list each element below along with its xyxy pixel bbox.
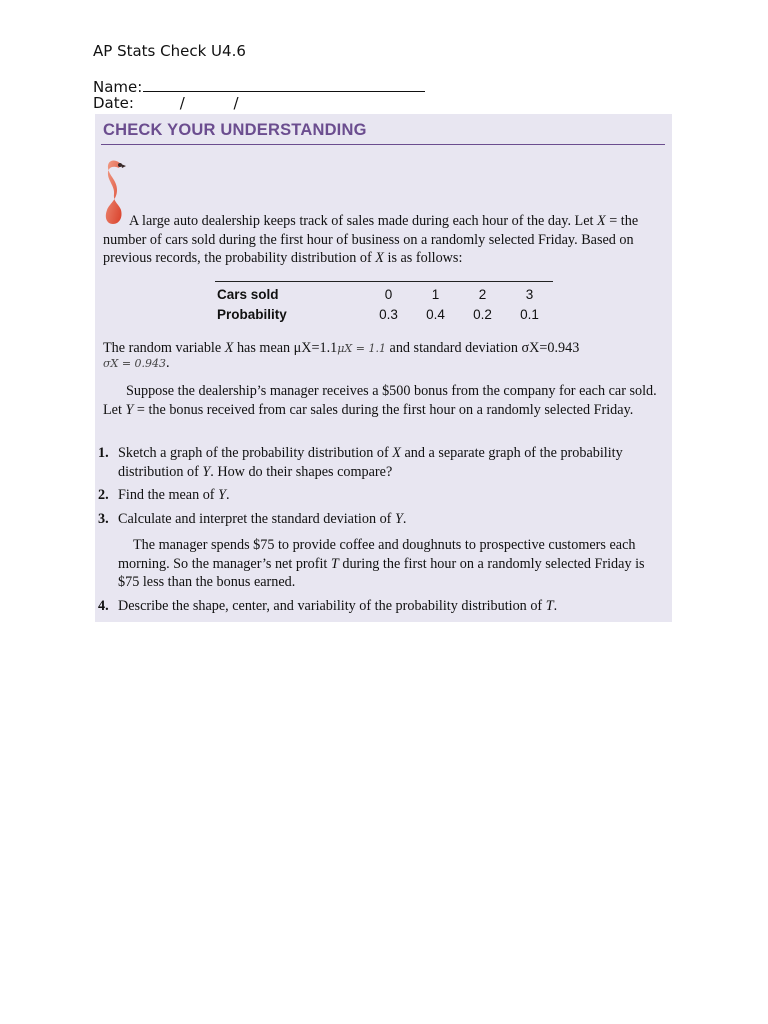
document-title: AP Stats Check U4.6 [93, 42, 246, 60]
row-header-cars-sold: Cars sold [217, 286, 279, 302]
mean-formula-image: μX = 1.1 [337, 342, 386, 355]
table-cell: 0 [384, 286, 393, 302]
title-divider [101, 144, 665, 145]
question-number: 3. [98, 511, 109, 527]
table-cell: 0.4 [426, 306, 445, 322]
question-number: 4. [98, 598, 109, 614]
question-text: Sketch a graph of the probability distribution of X and a separate graph of the probability distribution of Y. How do their shapes compare? [118, 445, 623, 480]
probability-distribution-table [215, 281, 553, 324]
date-field-row [93, 94, 239, 112]
name-blank-line[interactable] [143, 77, 425, 92]
question-number: 2. [98, 487, 109, 503]
question-text: Find the mean of Y. [118, 487, 230, 503]
intro-paragraph: A large auto dealership keeps track of sales made during each hour of the day. Let X = the number of cars sold during the first hour of business on a randomly selected Friday. Based on previous records, the probability distribution of X is as follows: [103, 213, 639, 266]
table-row [215, 282, 553, 305]
question-number: 1. [98, 445, 109, 461]
date-separator: / [179, 94, 185, 112]
sigma-formula-image: σX = 0.943 [103, 357, 167, 370]
table-cell: 1 [431, 286, 440, 302]
sigma-formula-line: σX = 0.943. [103, 355, 170, 371]
table-cell: 0.2 [473, 306, 492, 322]
date-label: Date: [93, 94, 134, 112]
row-header-probability: Probability [217, 306, 287, 322]
table-cell: 2 [478, 286, 487, 302]
panel-title: CHECK YOUR UNDERSTANDING [103, 121, 367, 139]
check-your-understanding-panel [95, 114, 672, 622]
mean-statement: The random variable X has mean μX=1.1μX = 1.1 and standard deviation σX=0.943 [103, 340, 580, 356]
table-cell: 3 [525, 286, 534, 302]
table-row [215, 304, 553, 324]
date-separator: / [233, 94, 239, 112]
table-cell: 0.3 [379, 306, 398, 322]
net-profit-paragraph: The manager spends $75 to provide coffee and doughnuts to prospective customers each morning. So the manager’s net profit T during the first hour on a randomly selected Friday is $75 less than the bonus earned. [118, 537, 645, 590]
table-cell: 0.1 [520, 306, 539, 322]
name-label: Name: [93, 78, 143, 96]
question-text: Calculate and interpret the standard deviation of Y. [118, 511, 407, 527]
bonus-paragraph: Suppose the dealership’s manager receives a $500 bonus from the company for each car sold. Let Y = the bonus received from car sales during the first hour on a randomly selected Friday. [103, 383, 657, 418]
question-text: Describe the shape, center, and variability of the probability distribution of T. [118, 598, 558, 614]
